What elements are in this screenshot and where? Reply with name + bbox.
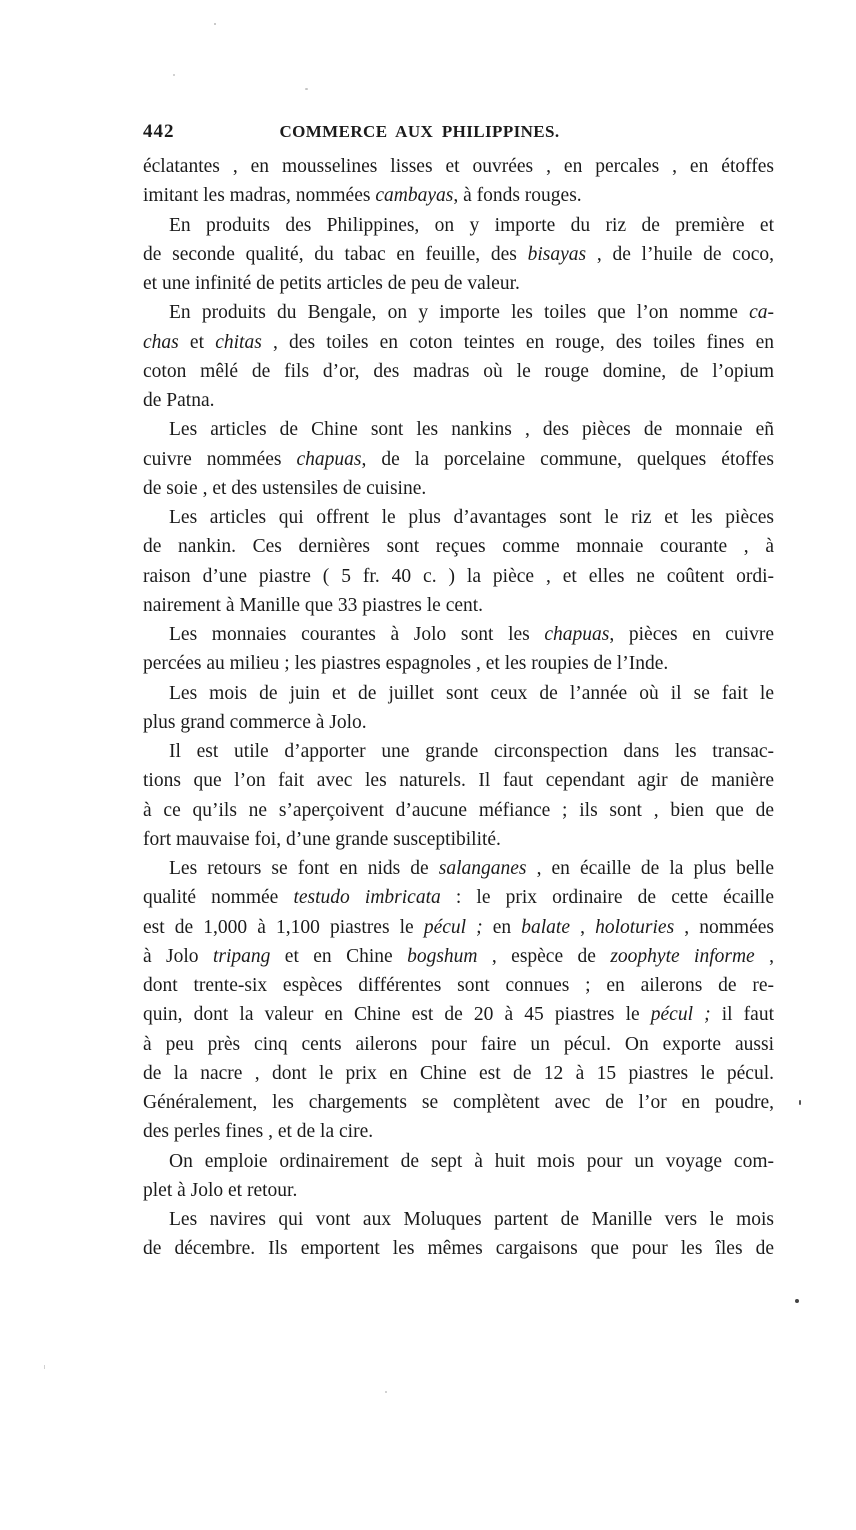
text-segment: plet à Jolo et retour. bbox=[143, 1179, 298, 1201]
text-line bbox=[143, 1176, 774, 1205]
paragraph bbox=[143, 737, 774, 854]
text-line bbox=[143, 766, 774, 795]
text-line bbox=[143, 1000, 774, 1029]
scan-speck bbox=[385, 1391, 387, 1393]
text-segment: quin, dont la valeur en Chine est de 20 à 45 piastres le bbox=[143, 1004, 651, 1026]
text-line bbox=[143, 328, 774, 357]
text-segment: des perles fines , et de la cire. bbox=[143, 1121, 374, 1143]
text-line bbox=[143, 240, 774, 269]
text-segment: à ce qu’ils ne s’aperçoivent d’aucune méfiance ; ils sont , bien que de bbox=[143, 799, 774, 821]
paragraph bbox=[143, 503, 774, 620]
paragraph bbox=[143, 679, 774, 738]
text-line bbox=[143, 737, 774, 766]
scan-speck bbox=[305, 88, 308, 90]
text-segment: , des toiles en coton teintes en rouge, des toiles fines en bbox=[261, 331, 774, 353]
page-number: 442 bbox=[143, 121, 175, 142]
paragraph bbox=[143, 211, 774, 299]
text-line bbox=[143, 1205, 774, 1234]
text-segment: de décembre. Ils emportent les mêmes cargaisons que pour les îles de bbox=[143, 1238, 774, 1260]
text-line bbox=[143, 474, 774, 503]
text-segment: : le prix ordinaire de cette écaille bbox=[440, 887, 774, 909]
italic-text-segment: salanganes bbox=[438, 858, 527, 879]
scan-speck bbox=[795, 1299, 799, 1303]
italic-text-segment: chapuas bbox=[296, 448, 362, 470]
paragraph bbox=[143, 854, 774, 1147]
text-segment: imitant les madras, nommées bbox=[143, 185, 376, 207]
text-segment: de Patna. bbox=[143, 390, 215, 411]
text-segment: raison d’une piastre ( 5 fr. 40 c. ) la pièce , et elles ne coûtent ordi- bbox=[143, 565, 774, 587]
italic-text-segment: balate bbox=[521, 916, 571, 938]
text-line bbox=[143, 562, 774, 591]
text-line bbox=[143, 269, 774, 298]
text-block bbox=[143, 152, 774, 1264]
text-segment: de la nacre , dont le prix en Chine est de 12 à 15 piastres le pécul. bbox=[143, 1062, 774, 1084]
italic-text-segment: bisayas bbox=[527, 243, 587, 265]
italic-text-segment: cambayas bbox=[375, 185, 454, 207]
text-segment: de soie , et des ustensiles de cuisine. bbox=[143, 477, 427, 499]
text-segment: , espèce de bbox=[477, 945, 611, 967]
text-segment: En produits des Philippines, on y importe du riz de première et bbox=[169, 214, 774, 236]
italic-text-segment: testudo imbricata bbox=[293, 887, 441, 909]
text-segment: de seconde qualité, du tabac en feuille, des bbox=[143, 243, 528, 265]
text-line bbox=[143, 298, 774, 327]
italic-text-segment: chapuas bbox=[544, 624, 610, 645]
text-segment: fort mauvaise foi, d’une grande susceptibilité. bbox=[143, 828, 501, 850]
italic-text-segment: bogshum bbox=[407, 945, 478, 967]
text-segment: nairement à Manille que 33 piastres le cent. bbox=[143, 594, 484, 616]
running-header-title: COMMERCE AUX PHILIPPINES. bbox=[279, 122, 560, 141]
text-line bbox=[143, 1117, 774, 1146]
scan-speck bbox=[173, 74, 175, 76]
text-line bbox=[143, 591, 774, 620]
text-segment: , de la porcelaine commune, quelques étoffes bbox=[361, 448, 774, 470]
text-segment: percées au milieu ; les piastres espagnoles , et les roupies de l’Inde. bbox=[143, 653, 669, 675]
text-line bbox=[143, 942, 774, 971]
text-segment: en bbox=[482, 916, 522, 938]
text-segment: On emploie ordinairement de sept à huit mois pour un voyage com- bbox=[169, 1150, 774, 1172]
paragraph bbox=[143, 1147, 774, 1206]
text-segment: coton mêlé de fils d’or, des madras où le rouge domine, de l’opium bbox=[143, 360, 774, 382]
text-segment: Les articles qui offrent le plus d’avantages sont le riz et les pièces bbox=[169, 507, 774, 528]
text-segment: , à fonds rouges. bbox=[453, 185, 582, 207]
text-segment: Les monnaies courantes à Jolo sont les bbox=[169, 624, 545, 645]
text-line bbox=[143, 679, 774, 708]
text-line bbox=[143, 1234, 774, 1263]
text-segment: cuivre nommées bbox=[143, 448, 297, 470]
paragraph bbox=[143, 152, 774, 211]
text-line bbox=[143, 883, 774, 912]
text-segment: , pièces en cuivre bbox=[609, 624, 774, 645]
italic-text-segment: pécul ; bbox=[423, 916, 483, 938]
text-line bbox=[143, 649, 774, 678]
text-line bbox=[143, 1147, 774, 1176]
scan-speck bbox=[214, 23, 216, 25]
text-line bbox=[143, 1030, 774, 1059]
text-line bbox=[143, 796, 774, 825]
text-segment: de nankin. Ces dernières sont reçues comme monnaie courante , à bbox=[143, 536, 774, 558]
text-line bbox=[143, 152, 774, 181]
text-segment: plus grand commerce à Jolo. bbox=[143, 711, 367, 733]
italic-text-segment: tripang bbox=[212, 945, 271, 967]
text-segment: Il est utile d’apporter une grande circonspection dans les transac- bbox=[169, 741, 774, 762]
text-segment: et bbox=[178, 331, 216, 353]
italic-text-segment: pécul ; bbox=[650, 1004, 711, 1026]
text-line bbox=[143, 445, 774, 474]
text-segment: , de l’huile de coco, bbox=[586, 243, 774, 265]
text-segment: éclatantes , en mousselines lisses et ouvrées , en percales , en étoffes bbox=[143, 156, 774, 177]
text-line bbox=[143, 620, 774, 649]
text-segment: Généralement, les chargements se complètent avec de l’or en poudre, bbox=[143, 1092, 774, 1113]
text-segment: et en Chine bbox=[270, 945, 408, 967]
text-line bbox=[143, 825, 774, 854]
text-segment: et une infinité de petits articles de peu de valeur. bbox=[143, 273, 520, 294]
scan-speck bbox=[799, 1100, 801, 1105]
text-segment: à peu près cinq cents ailerons pour faire un pécul. On exporte aussi bbox=[143, 1033, 774, 1055]
text-segment: Les articles de Chine sont les nankins , des pièces de monnaie eñ bbox=[169, 419, 774, 441]
italic-text-segment: holoturies bbox=[595, 916, 675, 938]
text-line bbox=[143, 386, 774, 415]
text-line bbox=[143, 854, 774, 883]
text-line bbox=[143, 415, 774, 444]
text-segment: Les retours se font en nids de bbox=[169, 858, 439, 879]
paragraph bbox=[143, 1205, 774, 1264]
text-line bbox=[143, 913, 774, 942]
text-line bbox=[143, 1059, 774, 1088]
text-segment: à Jolo bbox=[143, 945, 213, 967]
text-line bbox=[143, 971, 774, 1000]
text-segment: , bbox=[570, 916, 596, 938]
text-segment: Les navires qui vont aux Moluques partent de Manille vers le mois bbox=[169, 1209, 774, 1230]
text-line bbox=[143, 532, 774, 561]
text-line bbox=[143, 357, 774, 386]
text-segment: dont trente-six espèces différentes sont connues ; en ailerons de re- bbox=[143, 975, 774, 996]
italic-text-segment: chitas bbox=[215, 331, 262, 353]
text-segment: , bbox=[754, 945, 774, 967]
paragraph bbox=[143, 298, 774, 415]
text-segment: qualité nommée bbox=[143, 887, 294, 909]
text-line bbox=[143, 211, 774, 240]
text-line bbox=[143, 503, 774, 532]
text-line bbox=[143, 1088, 774, 1117]
text-segment: Les mois de juin et de juillet sont ceux de l’année où il se fait le bbox=[169, 682, 774, 704]
italic-text-segment: ca- bbox=[749, 302, 774, 324]
paragraph bbox=[143, 415, 774, 503]
text-segment: il faut bbox=[710, 1004, 774, 1026]
text-line bbox=[143, 708, 774, 737]
text-segment: , nommées bbox=[674, 916, 774, 938]
text-segment: , en écaille de la plus belle bbox=[526, 858, 774, 879]
paragraph bbox=[143, 620, 774, 679]
running-header bbox=[143, 119, 774, 145]
text-segment: tions que l’on fait avec les naturels. Il faut cependant agir de manière bbox=[143, 770, 774, 792]
scan-speck bbox=[44, 1365, 45, 1369]
text-segment: En produits du Bengale, on y importe les toiles que l’on nomme bbox=[169, 302, 750, 324]
text-line bbox=[143, 181, 774, 210]
text-segment: est de 1,000 à 1,100 piastres le bbox=[143, 916, 424, 938]
italic-text-segment: chas bbox=[143, 331, 179, 353]
italic-text-segment: zoophyte informe bbox=[610, 945, 755, 967]
